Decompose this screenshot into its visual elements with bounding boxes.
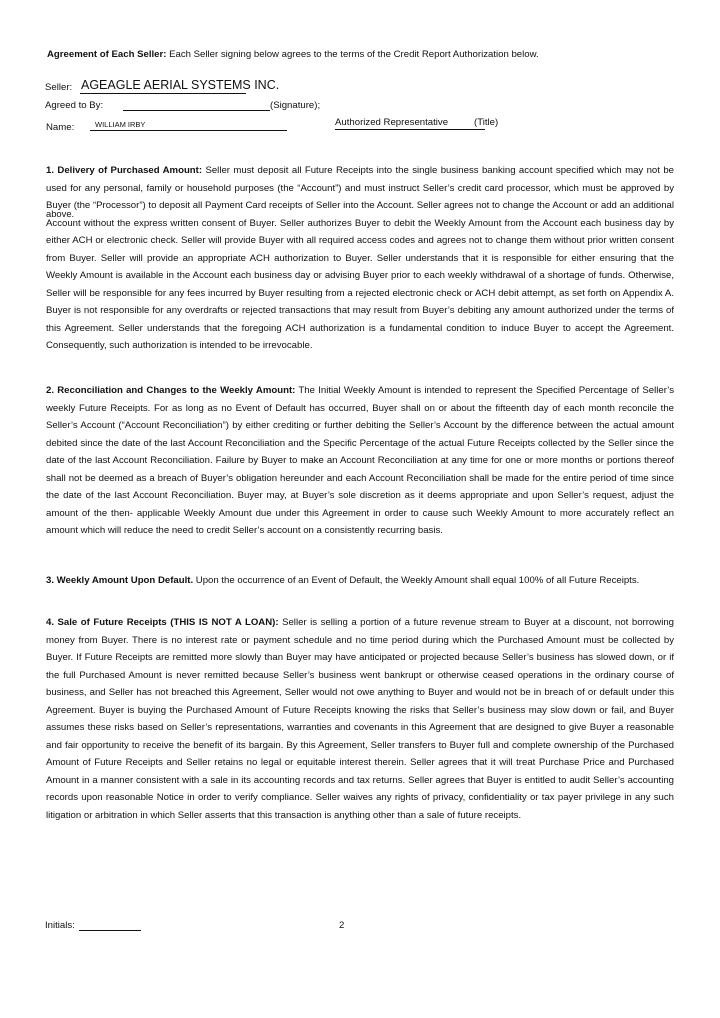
agreed-to-by-label: Agreed to By: xyxy=(45,100,104,111)
seller-name-value: AGEAGLE AERIAL SYSTEMS INC. xyxy=(81,78,280,92)
section-1-overlap-note: above. xyxy=(46,208,75,219)
section-2-heading: 2. Reconciliation and Changes to the Weekly Amount: xyxy=(46,385,296,396)
seller-underline xyxy=(80,93,246,94)
agreement-text: Each Seller signing below agrees to the terms of the Credit Report Authorization below. xyxy=(166,49,539,60)
section-weekly-amount-upon-default xyxy=(46,569,674,592)
agreement-heading: Agreement of Each Seller: xyxy=(47,49,167,60)
section-2-text: The Initial Weekly Amount is intended to represent the Specified Percentage of Seller’s weekly Future Receipts. For as long as no Event of Default has occurred, Buyer shall on or about the fifteenth day of each month reconcile the Seller’s Account (“Account Reconciliation”) by either crediting or further debiting the Seller’s Account by the difference between the actual amount debited since the date of the last Account Reconciliation and the Specific Percentage of the actual Future Receipts collected by the Seller since the date of the last Account Reconciliation. Failure by Buyer to make an Account Reconciliation at any time for one or more months or portions thereof shall not be deemed as a breach of Buyer’s obligation hereunder and each Account Reconciliation shall be made for the entire period of time since the date of the last Account Reconciliation. Buyer may, at Buyer’s sole discretion as it deems appropriate and upon Seller’s request, adjust the amount of the then- applicable Weekly Amount due under this Agreement in order to cause such Weekly Amount to more accurately reflect an amount which will reduce the need to credit Seller’s account on a consistently recurring basis. xyxy=(46,385,675,536)
initials-label: Initials: xyxy=(45,920,75,931)
title-underline xyxy=(335,129,485,130)
initials-line[interactable] xyxy=(79,930,141,931)
seller-label: Seller: xyxy=(45,82,73,93)
section-1-text: Seller must deposit all Future Receipts into the single business banking account specified which may not be used for any personal, family or household purposes (the “Account”) and must instruct Seller’s credit card processor, which must be approved by Buyer (the “Processor”) to deposit all Payment Card receipts of Seller into the Account. Seller agrees not to change the Account or add an additional Account without the express written consent of Buyer. Seller authorizes Buyer to debit the Weekly Amount from the Account each business day by either ACH or electronic check. Seller will provide Buyer with all required access codes and agrees not to change them without prior written consent from Buyer. Seller will provide an appropriate ACH authorization to Buyer. Seller understands that it is responsible for either ensuring that the Weekly Amount is available in the Account each business day or advising Buyer prior to each weekly withdrawal of a shortage of funds. Otherwise, Seller will be responsible for any fees incurred by Buyer resulting from a rejected electronic check or ACH debit attempt, as set forth on Appendix A. Buyer is not responsible for any overdrafts or rejected transactions that may result from Buyer’s debiting any amount authorized under the terms of this Agreement. Seller understands that the foregoing ACH authorization is a fundamental condition to induce Buyer to accept the Agreement. Consequently, such authorization is intended to be irrevocable. xyxy=(46,165,674,351)
section-1-heading: 1. Delivery of Purchased Amount: xyxy=(46,165,203,176)
section-reconciliation xyxy=(46,382,674,540)
name-underline xyxy=(90,130,287,131)
section-3-text: Upon the occurrence of an Event of Default, the Weekly Amount shall equal 100% of all Future Receipts. xyxy=(193,575,640,586)
signature-line[interactable] xyxy=(123,110,270,111)
name-label: Name: xyxy=(46,122,75,133)
section-4-heading: 4. Sale of Future Receipts (THIS IS NOT A LOAN): xyxy=(46,617,279,628)
agreement-statement xyxy=(47,49,539,60)
page-number: 2 xyxy=(339,920,345,931)
section-delivery-of-purchased-amount xyxy=(46,162,674,355)
signer-name-value: WILLIAM IRBY xyxy=(95,120,146,129)
signer-title-value: Authorized Representative xyxy=(335,117,449,128)
title-label: (Title) xyxy=(474,117,499,128)
section-3-heading: 3. Weekly Amount Upon Default. xyxy=(46,575,194,586)
signature-label: (Signature); xyxy=(270,100,321,111)
section-sale-of-future-receipts xyxy=(46,614,674,824)
section-4-text: Seller is selling a portion of a future revenue stream to Buyer at a discount, not borrowing money from Buyer. There is no interest rate or payment schedule and no time period during which the Purchased Amount must be collected by Buyer. If Future Receipts are remitted more slowly than Buyer may have anticipated or projected because Seller’s business has slowed down, or if the full Purchased Amount is never remitted because Seller’s business went bankrupt or otherwise ceased operations in the ordinary course of business, and Seller has not breached this Agreement, Seller would not owe anything to Buyer and would not be in breach of or default under this Agreement. Buyer is buying the Purchased Amount of Future Receipts knowing the risks that Seller’s business may slow down or fail, and Buyer assumes these risks based on Seller’s representations, warranties and covenants in this Agreement that are designed to give Buyer a reasonable and fair opportunity to receive the benefit of its bargain. By this Agreement, Seller transfers to Buyer full and complete ownership of the Purchased Amount of Future Receipts and Seller retains no legal or equitable interest therein. Seller agrees that it will treat Purchase Price and Purchased Amount in a manner consistent with a sale in its accounting records and tax returns. Seller agrees that Buyer is entitled to audit Seller’s accounting records upon reasonable Notice in order to verify compliance. Seller waives any rights of privacy, confidentiality or tax payer privilege in any such litigation or arbitration in which Seller asserts that this transaction is anything other than a sale of future receipts. xyxy=(46,617,674,821)
